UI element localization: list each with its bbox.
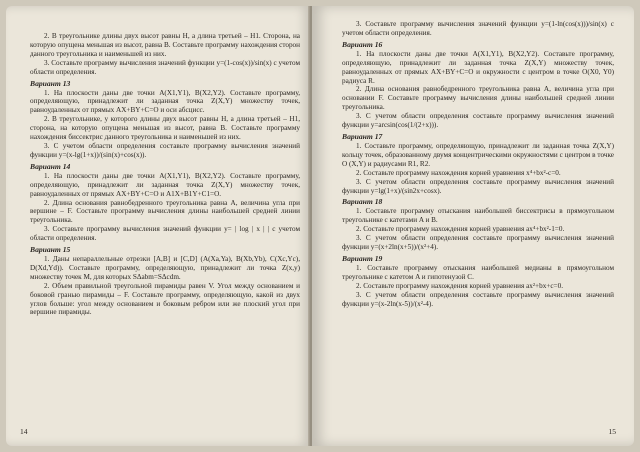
variant-heading: Вариант 14 [30,161,71,171]
task-paragraph: 1. Составьте программу отыскания наибольшей медианы в прямоугольном треугольнике с катетом A и гипотенузой C. [342,263,614,281]
variant-heading: Вариант 17 [342,131,383,141]
right-page [312,6,634,446]
task-paragraph: 2. Объем правильной треугольной пирамиды равен V. Угол между основанием и боковой гранью пирамиды – F. Составьте программу, определяющую, какой из двух углов больше: угол между основанием и боковым ребром или же плоский угол при вершине пирамиды. [30,281,300,317]
task-paragraph: 2. Составьте программу нахождения корней уравнения ax²+bx+c=0. [356,281,563,290]
task-paragraph: 3. С учетом области определения составьте программу вычисления значений функции y=(x-lg(1+x))/(sin(x)+cos(x)). [30,141,300,159]
task-paragraph: 1. На плоскости даны две точки A(X1,Y1), B(X2,Y2). Составьте программу, определяющую, принадлежит ли заданная точка Z(X,Y) множеству точек, равноудаленных от прямых AX+BY+C=O и окружности с центром в точке O(X0, Y0) радиуса R. [342,49,614,85]
task-paragraph: 1. Составьте программу отыскания наибольшей биссектрисы в прямоугольном треугольнике с катетами A и B. [342,207,614,225]
task-paragraph: 3. С учетом области определения составьте программу вычисления значений функции y=arcsin(cos(1/(2+x))). [342,112,614,130]
task-paragraph: 3. С учетом области определения составьте программу вычисления значений функции y=(x-2ln(x-5))/(x²-4). [342,290,614,308]
task-paragraph: 3. Составьте программу вычисления значений функции y=(1-ln(cos(x)))/sin(x) с учетом области определения. [342,20,614,37]
task-paragraph: 2. В треугольнике длины двух высот равны H, а длина третьей – H1. Сторона, на которую опущена меньшая из высот, равна B. Составьте программу нахождения сторон данного треугольника и наименьшей из них. [30,32,300,58]
variant-heading: Вариант 15 [30,245,71,255]
variant-heading: Вариант 18 [342,197,383,207]
task-paragraph: 1. На плоскости даны две точки A(X1,Y1), B(X2,Y2). Составьте программу, определяющую, принадлежит ли заданная точка Z(X,Y) множеству точек, равноудаленных от прямых AX+BY+C=O и A1X+B1Y+C1=O. [30,171,300,198]
right-page-content [342,20,614,308]
variant-heading: Вариант 19 [342,253,383,263]
task-paragraph: 2. В треугольнике, у которого длины двух высот равны H, а длина третьей – H1, сторона, на которую опущена меньшая из высот, равна B. Составьте программу нахождения биссектрис данного треугольника и наименьшей из них. [30,115,300,142]
task-paragraph: 3. Составьте программу вычисления значений функции y= | log | x | | с учетом области определения. [30,225,300,243]
task-paragraph: 1. На плоскости даны две точки A(X1,Y1), B(X2,Y2). Составьте программу, определяющую, принадлежит ли заданная точка Z(X,Y) множеству точек, равноудаленных от прямых AX+BY+C=O и оси абсцисс. [30,88,300,115]
task-paragraph: 3. С учетом области определения составьте программу вычисления значений функции y=(x+2ln(x+5))/(x²+4). [342,234,614,252]
left-page [6,6,310,446]
page-number-right: 15 [608,427,616,436]
task-paragraph: 1. Составьте программу, определяющую, принадлежит ли заданная точка Z(X,Y) кольцу точек, образованному двумя концентрическими окружностями с центром в точке O (X,Y) и радиусами R1, R2. [342,141,614,168]
variant-heading: Вариант 13 [30,78,71,88]
task-paragraph: 1. Даны непараллельные отрезки [A,B] и [C,D] (A(Xa,Ya), B(Xb,Yb), C(Xc,Yc), D(Xd,Yd)). Составьте программу, определяющую, принадлежит ли точка Z(x,y) множеству точек M, для которых SΔabm=SΔcdm. [30,255,300,281]
variant-heading: Вариант 16 [342,39,383,49]
task-paragraph: 2. Длина основания равнобедренного треугольника равна A, величина угла при основании F. Составьте программу вычисления длины наибольшей средней линии треугольника. [342,85,614,112]
left-page-content [30,32,300,317]
task-paragraph: 2. Составьте программу нахождения корней уравнения x⁴+bx²-c=0. [356,168,561,177]
task-paragraph: 3. Составьте программу вычисления значений функции y=(1-cos(x))/sin(x) с учетом области определения. [30,58,300,76]
task-paragraph: 2. Составьте программу нахождения корней уравнения ax⁴+bx²-1=0. [356,225,565,234]
task-paragraph: 2. Длина основания равнобедренного треугольника равна A, величина угла при вершине – F. Составьте программу вычисления длины наибольшей средней линии треугольника. [30,198,300,225]
task-paragraph: 3. С учетом области определения составьте программу вычисления значений функции y=lg(1+x)/(sin2x+cosx). [342,177,614,195]
page-number-left: 14 [20,427,28,436]
